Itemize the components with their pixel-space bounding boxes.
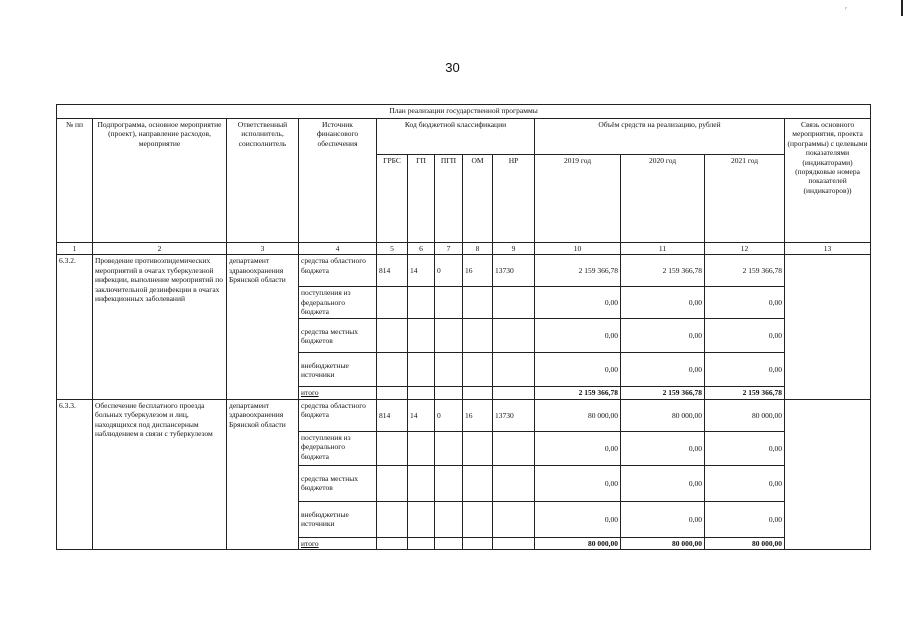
- code-nr: 13730: [493, 399, 535, 431]
- indicator-link-cell: [785, 399, 871, 549]
- col-number: 1: [57, 243, 93, 255]
- amount-2019: 0,00: [535, 287, 621, 319]
- code-nr: 13730: [493, 255, 535, 287]
- amount-2019: 0,00: [535, 465, 621, 501]
- amount-2020: 0,00: [621, 431, 705, 465]
- header-funding: Объём средств на реализацию, рублей: [535, 119, 785, 155]
- amount-2019: 0,00: [535, 319, 621, 353]
- total-2020: 80 000,00: [621, 537, 705, 549]
- header-num: № пп: [57, 119, 93, 243]
- header-nr: НР: [493, 155, 535, 243]
- column-number-row: [57, 243, 871, 255]
- amount-2021: 0,00: [705, 353, 785, 387]
- amount-2021: 0,00: [705, 501, 785, 537]
- code-grbs: 814: [377, 255, 408, 287]
- amount-2021: 0,00: [705, 287, 785, 319]
- amount-2019: 80 000,00: [535, 399, 621, 431]
- header-gp: ГП: [408, 155, 435, 243]
- amount-2020: 0,00: [621, 319, 705, 353]
- amount-2021: 80 000,00: [705, 399, 785, 431]
- col-number: 13: [785, 243, 871, 255]
- table-row: [57, 255, 871, 287]
- row-responsible: департамент здравоохранения Брянской области: [227, 399, 299, 549]
- code-pgp: 0: [435, 399, 463, 431]
- table-row: [57, 399, 871, 431]
- source-label: поступления из федерального бюджета: [299, 431, 377, 465]
- header-grbs: ГРБС: [377, 155, 408, 243]
- total-label: итого: [299, 387, 377, 399]
- amount-2019: 2 159 366,78: [535, 255, 621, 287]
- amount-2020: 0,00: [621, 287, 705, 319]
- amount-2019: 0,00: [535, 353, 621, 387]
- table-title: План реализации государственной программы: [57, 105, 871, 119]
- total-2021: 80 000,00: [705, 537, 785, 549]
- col-number: 2: [93, 243, 227, 255]
- col-number: 6: [408, 243, 435, 255]
- row-number: 6.3.2.: [57, 255, 93, 399]
- col-number: 7: [435, 243, 463, 255]
- total-label: итого: [299, 537, 377, 549]
- source-label: внебюджетные источники: [299, 501, 377, 537]
- source-label: внебюджетные источники: [299, 353, 377, 387]
- row-responsible: департамент здравоохранения Брянской области: [227, 255, 299, 399]
- total-2020: 2 159 366,78: [621, 387, 705, 399]
- total-2019: 2 159 366,78: [535, 387, 621, 399]
- col-number: 9: [493, 243, 535, 255]
- header-link: Связь основного мероприятия, проекта (программы) с целевыми показателями (индикаторами) (порядковые номера показателей (индикаторов)): [785, 119, 871, 243]
- source-label: средства областного бюджета: [299, 399, 377, 431]
- header-source: Источник финансового обеспечения: [299, 119, 377, 243]
- code-pgp: 0: [435, 255, 463, 287]
- code-om: 16: [463, 255, 493, 287]
- code-gp: 14: [408, 255, 435, 287]
- code-grbs: 814: [377, 399, 408, 431]
- scan-tick-mark: ′: [844, 6, 847, 17]
- amount-2021: 0,00: [705, 319, 785, 353]
- amount-2021: 0,00: [705, 431, 785, 465]
- header-2020: 2020 год: [621, 155, 705, 243]
- col-number: 11: [621, 243, 705, 255]
- amount-2021: 2 159 366,78: [705, 255, 785, 287]
- col-number: 10: [535, 243, 621, 255]
- source-label: средства местных бюджетов: [299, 465, 377, 501]
- header-responsible: Ответственный исполнитель, соисполнитель: [227, 119, 299, 243]
- amount-2019: 0,00: [535, 431, 621, 465]
- col-number: 12: [705, 243, 785, 255]
- page-number: 30: [445, 60, 460, 75]
- source-label: средства областного бюджета: [299, 255, 377, 287]
- amount-2020: 0,00: [621, 465, 705, 501]
- indicator-link-cell: [785, 255, 871, 399]
- amount-2020: 2 159 366,78: [621, 255, 705, 287]
- amount-2020: 0,00: [621, 353, 705, 387]
- col-number: 3: [227, 243, 299, 255]
- row-activity-name: Проведение противоэпидемических мероприятий в очагах туберкулезной инфекции, выполнение мероприятий по заключительной дезинфекции в очагах инфекционных заболеваний: [93, 255, 227, 399]
- amount-2021: 0,00: [705, 465, 785, 501]
- header-om: ОМ: [463, 155, 493, 243]
- amount-2019: 0,00: [535, 501, 621, 537]
- col-number: 4: [299, 243, 377, 255]
- code-om: 16: [463, 399, 493, 431]
- amount-2020: 0,00: [621, 501, 705, 537]
- amount-2020: 80 000,00: [621, 399, 705, 431]
- header-2019: 2019 год: [535, 155, 621, 243]
- header-pgp: ПГП: [435, 155, 463, 243]
- row-number: 6.3.3.: [57, 399, 93, 549]
- code-gp: 14: [408, 399, 435, 431]
- col-number: 8: [463, 243, 493, 255]
- row-activity-name: Обеспечение бесплатного проезда больных туберкулезом и лиц, находящихся под диспансерным наблюдением в связи с туберкулезом: [93, 399, 227, 549]
- total-2021: 2 159 366,78: [705, 387, 785, 399]
- header-2021: 2021 год: [705, 155, 785, 243]
- total-2019: 80 000,00: [535, 537, 621, 549]
- header-subprogram: Подпрограмма, основное мероприятие (проект), направление расходов, мероприятие: [93, 119, 227, 243]
- source-label: средства местных бюджетов: [299, 319, 377, 353]
- source-label: поступления из федерального бюджета: [299, 287, 377, 319]
- header-budget-code: Код бюджетной классификации: [377, 119, 535, 155]
- col-number: 5: [377, 243, 408, 255]
- scan-edge-mark: [901, 0, 903, 16]
- program-plan-table: [56, 104, 871, 550]
